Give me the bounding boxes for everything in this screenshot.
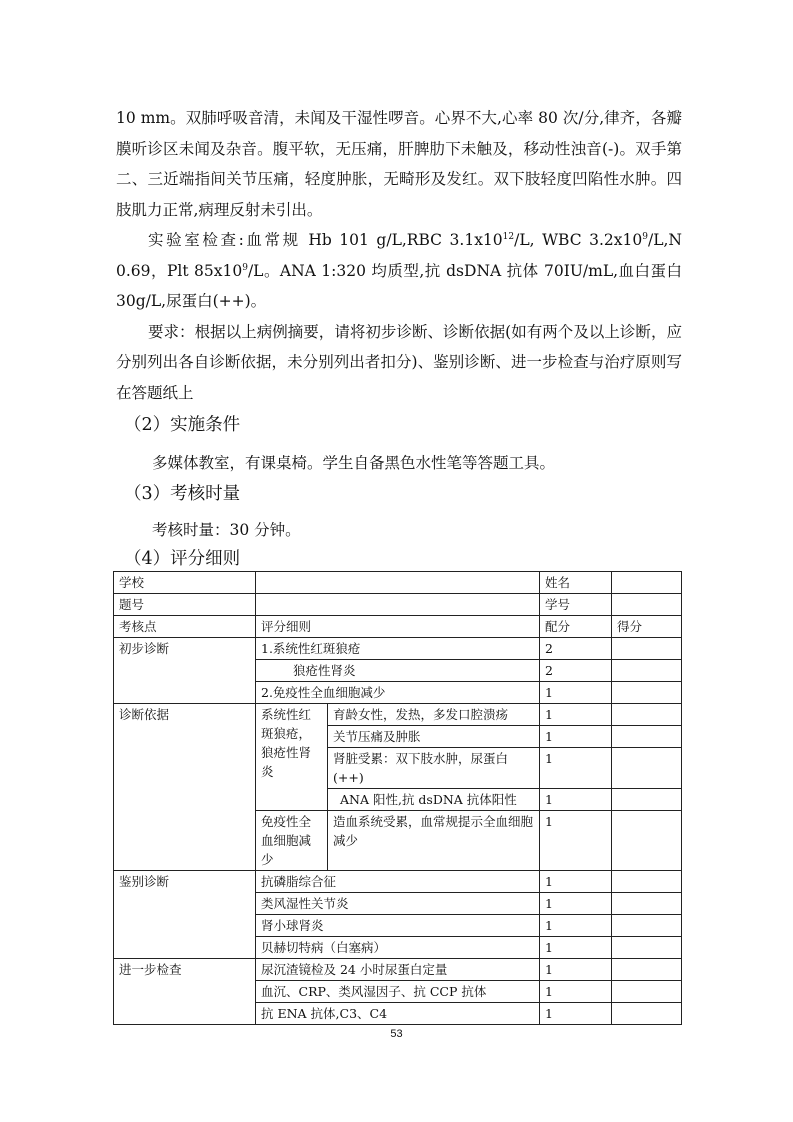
case-text [116, 103, 682, 408]
score-cell: 1 [540, 915, 612, 937]
score-input-cell[interactable] [612, 893, 682, 915]
score-cell: 2 [540, 660, 612, 682]
criterion-cell: 1.系统性红斑狼疮 [256, 638, 540, 660]
question-number-label: 题号 [114, 594, 256, 616]
group-label: 诊断依据 [114, 704, 256, 871]
score-cell: 1 [540, 981, 612, 1003]
score-cell: 1 [540, 789, 612, 811]
group-label: 进一步检查 [114, 959, 256, 1025]
section-title-scoring: （4）评分细则 [124, 549, 241, 569]
sub-diagnosis-label: 系统性红斑狼疮，狼疮性肾炎 [256, 704, 328, 811]
score-input-cell[interactable] [612, 915, 682, 937]
score-cell: 1 [540, 811, 612, 871]
score-input-cell[interactable] [612, 748, 682, 789]
group-label: 鉴别诊断 [114, 871, 256, 959]
name-field[interactable] [612, 572, 682, 594]
student-id-label: 学号 [540, 594, 612, 616]
score-cell: 1 [540, 1003, 612, 1025]
section-body-conditions: 多媒体教室，有课桌椅。学生自备黑色水性笔等答题工具。 [152, 454, 556, 472]
school-field[interactable] [256, 572, 540, 594]
criterion-cell: 抗磷脂综合征 [256, 871, 540, 893]
question-number-field[interactable] [256, 594, 540, 616]
criterion-cell: 抗 ENA 抗体,C3、C4 [256, 1003, 540, 1025]
score-input-cell[interactable] [612, 871, 682, 893]
score-cell: 1 [540, 726, 612, 748]
name-label: 姓名 [540, 572, 612, 594]
section-title-conditions: （2）实施条件 [124, 415, 241, 435]
criterion-cell: 肾小球肾炎 [256, 915, 540, 937]
table-row [114, 594, 682, 616]
score-input-cell[interactable] [612, 789, 682, 811]
score-input-cell[interactable] [612, 682, 682, 704]
score-input-cell[interactable] [612, 704, 682, 726]
column-header: 评分细则 [256, 616, 540, 638]
group-label: 初步诊断 [114, 638, 256, 704]
criterion-cell: 血沉、CRP、类风湿因子、抗 CCP 抗体 [256, 981, 540, 1003]
criterion-cell: 类风湿性关节炎 [256, 893, 540, 915]
requirement-paragraph: 要求：根据以上病例摘要，请将初步诊断、诊断依据(如有两个及以上诊断，应分别列出各自诊断依据，未分别列出者扣分)、鉴别诊断、进一步检查与治疗原则写在答题纸上 [116, 322, 682, 402]
table-header-row [114, 616, 682, 638]
table-row [114, 638, 682, 660]
score-input-cell[interactable] [612, 937, 682, 959]
score-cell: 1 [540, 959, 612, 981]
score-input-cell[interactable] [612, 811, 682, 871]
column-header: 考核点 [114, 616, 256, 638]
section-title-duration: （3）考核时量 [124, 484, 241, 504]
score-input-cell[interactable] [612, 981, 682, 1003]
table-row [114, 704, 682, 726]
score-cell: 1 [540, 893, 612, 915]
score-input-cell[interactable] [612, 660, 682, 682]
criterion-cell: 肾脏受累：双下肢水肿，尿蛋白(++) [328, 748, 540, 789]
score-input-cell[interactable] [612, 1003, 682, 1025]
sub-diagnosis-label: 免疫性全血细胞减少 [256, 811, 328, 871]
score-input-cell[interactable] [612, 726, 682, 748]
school-label: 学校 [114, 572, 256, 594]
score-cell: 1 [540, 871, 612, 893]
table-row [114, 572, 682, 594]
criterion-cell: 关节压痛及肿胀 [328, 726, 540, 748]
score-input-cell[interactable] [612, 638, 682, 660]
page-number: 53 [390, 1028, 403, 1040]
criterion-cell: 狼疮性肾炎 [256, 660, 540, 682]
criterion-cell: 造血系统受累，血常规提示全血细胞减少 [328, 811, 540, 871]
criterion-cell: 尿沉渣镜检及 24 小时尿蛋白定量 [256, 959, 540, 981]
criterion-cell: 2.免疫性全血细胞减少 [256, 682, 540, 704]
criterion-cell: 贝赫切特病（白塞病） [256, 937, 540, 959]
score-cell: 1 [540, 682, 612, 704]
score-cell: 1 [540, 704, 612, 726]
section-body-duration: 考核时量：30 分钟。 [152, 521, 301, 539]
score-cell: 1 [540, 748, 612, 789]
score-cell: 1 [540, 937, 612, 959]
column-header: 配分 [540, 616, 612, 638]
scoring-table [113, 571, 682, 1025]
lab-results-paragraph: 实验室检查:血常规 Hb 101 g/L,RBC $3.1x10^{12}/L$, WBC $3.2x10^9/L,N$ 0.69，Plt $85x10^9/L$。ANA 1:320 均质型,抗 dsDNA 抗体 70IU/mL,血白蛋白 30g/L,尿蛋白(++)。 [116, 231, 682, 310]
physical-exam-paragraph: 10 mm。双肺呼吸音清，未闻及干湿性啰音。心界不大,心率 80 次/分,律齐，各瓣膜听诊区未闻及杂音。腹平软，无压痛，肝脾肋下未触及，移动性浊音(-)。双手第二、三近端指间关节压痛，轻度肿胀，无畸形及发红。双下肢轻度凹陷性水肿。四肢肌力正常,病理反射未引出。 [116, 109, 682, 219]
table-row [114, 959, 682, 981]
column-header: 得分 [612, 616, 682, 638]
criterion-cell: 育龄女性，发热，多发口腔溃疡 [328, 704, 540, 726]
score-cell: 2 [540, 638, 612, 660]
table-row [114, 871, 682, 893]
score-input-cell[interactable] [612, 959, 682, 981]
student-id-field[interactable] [612, 594, 682, 616]
criterion-cell: ANA 阳性,抗 dsDNA 抗体阳性 [328, 789, 540, 811]
